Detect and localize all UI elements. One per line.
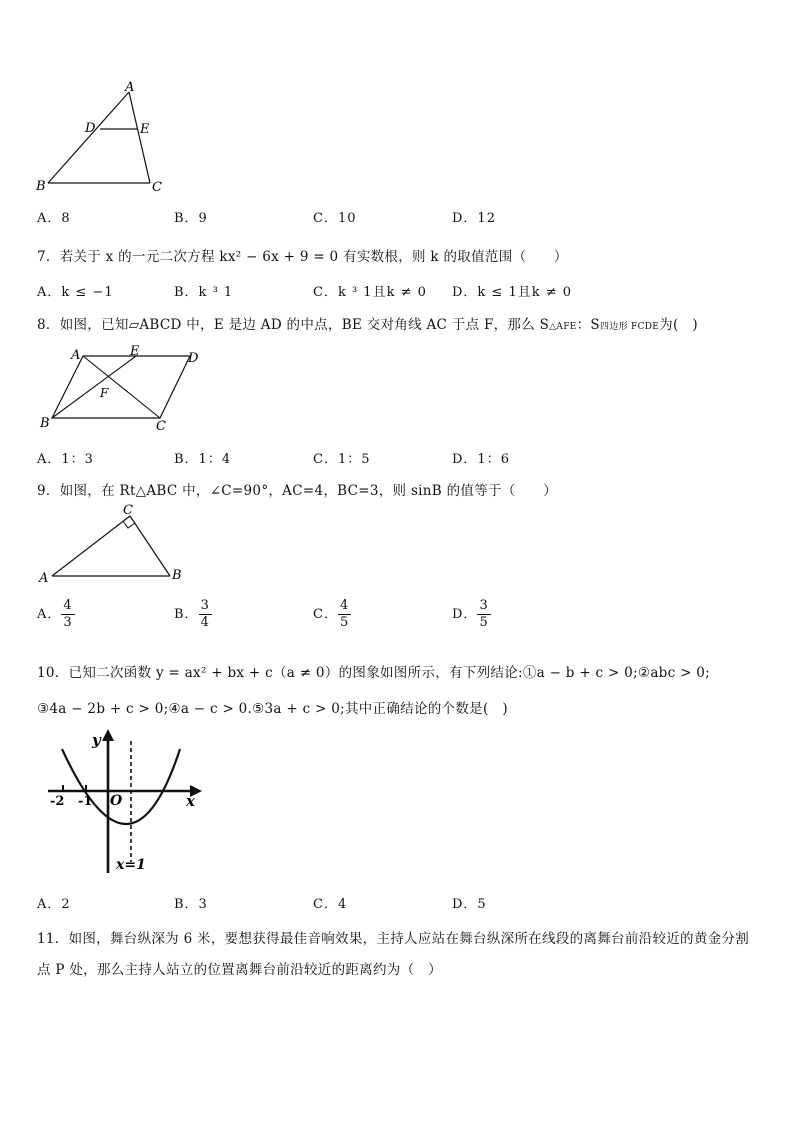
point-d-label: D — [188, 351, 199, 366]
numerator: 3 — [200, 598, 210, 613]
q9-option-d-fraction — [477, 598, 490, 631]
q9-option-b-fraction — [199, 598, 212, 631]
point-c-label: C — [152, 180, 162, 195]
point-c-label: C — [156, 419, 166, 434]
point-e-label: E — [140, 122, 150, 137]
edge-ac — [129, 92, 150, 183]
q8-option-a[interactable]: A．1：3 — [37, 452, 94, 467]
q9-right-triangle-figure — [30, 502, 190, 587]
q7-stem: 7．若关于 x 的一元二次方程 kx² − 6x + 9 = 0 有实数根，则 k 的取值范围（ ） — [37, 249, 568, 265]
edge-ab — [48, 92, 129, 183]
q10-stem-line1: 10．已知二次函数 y = ax² + bx + c（a ≠ 0）的图象如图所示，有下列结论:①a − b + c > 0;②abc > 0; — [37, 665, 711, 681]
q9-option-d-label: D． — [452, 607, 478, 622]
numerator: 4 — [339, 598, 350, 613]
point-a-label: A — [125, 80, 135, 95]
point-a-label: A — [39, 571, 49, 586]
point-b-label: B — [36, 179, 46, 194]
q7-option-a[interactable]: A．k ≤ −1 — [37, 285, 114, 300]
q9-option-b[interactable] — [174, 598, 212, 631]
q9-option-a-label: A． — [37, 607, 62, 622]
q9-option-c[interactable] — [313, 598, 351, 631]
point-b-label: B — [40, 416, 50, 431]
q8-parallelogram-figure — [30, 342, 210, 437]
point-e-label: E — [130, 344, 140, 359]
tick-label-minus-2: -2 — [50, 794, 65, 809]
q9-option-b-label: B． — [174, 607, 199, 622]
q9-stem: 9．如图，在 Rt△ABC 中，∠C=90°，AC=4，BC=3，则 sinB 的值等于（ ） — [37, 483, 557, 499]
q6-triangle-figure — [30, 78, 180, 198]
tick-label-minus-1: -1 — [78, 794, 93, 809]
q8-sub-afe: △AFE — [549, 322, 577, 332]
q9-option-c-label: C． — [313, 607, 338, 622]
q8-stem-text: 8．如图，已知▱ABCD 中，E 是边 AD 的中点，BE 交对角线 AC 于点 F，那么 S — [37, 317, 550, 333]
q6-option-d[interactable]: D．12 — [452, 211, 496, 226]
q6-option-c[interactable]: C．10 — [313, 211, 357, 226]
q9-option-a-fraction — [61, 598, 74, 631]
right-angle-mark — [123, 521, 135, 528]
q10-parabola-figure — [40, 727, 210, 877]
q11-stem-line1: 11．如图，舞台纵深为 6 米，要想获得最佳音响效果，主持人应站在舞台纵深所在线段的离舞台前沿较近的黄金分割 — [37, 931, 750, 947]
y-axis-arrow — [102, 729, 114, 741]
q7-option-d[interactable]: D．k ≤ 1且k ≠ 0 — [452, 285, 573, 300]
q8-stem-tail: 为( ) — [659, 317, 698, 333]
q11-stem-line2: 点 P 处，那么主持人站立的位置离舞台前沿较近的距离约为（ ） — [37, 962, 442, 978]
q10-option-a[interactable]: A．2 — [37, 897, 71, 912]
parabola-curve — [62, 749, 180, 824]
q10-stem-line2: ③4a − 2b + c > 0;④a − c > 0.⑤3a + c > 0;其中正确结论的个数是( ) — [37, 701, 508, 717]
y-axis-label: y — [92, 731, 101, 749]
q8-option-d[interactable]: D．1：6 — [452, 452, 510, 467]
point-f-label: F — [100, 386, 109, 400]
point-c-label: C — [123, 503, 133, 518]
q10-option-b[interactable]: B．3 — [174, 897, 208, 912]
q8-stem — [37, 313, 698, 333]
q8-option-c[interactable]: C．1：5 — [313, 452, 371, 467]
denominator: 5 — [339, 615, 350, 630]
numerator: 4 — [63, 598, 73, 613]
point-a-label: A — [71, 348, 81, 363]
q8-sub-fcde: 四边形 FCDE — [599, 322, 660, 332]
denominator: 4 — [200, 615, 210, 630]
q10-option-c[interactable]: C．4 — [313, 897, 348, 912]
q9-option-a[interactable] — [37, 598, 75, 631]
q6-option-a[interactable]: A．8 — [37, 211, 71, 226]
denominator: 3 — [63, 615, 73, 630]
origin-label: O — [110, 793, 123, 809]
q10-option-d[interactable]: D．5 — [452, 897, 487, 912]
symmetry-axis-label: x=1 — [116, 857, 146, 873]
q9-option-d[interactable] — [452, 598, 491, 631]
edge-ac — [52, 516, 130, 576]
point-d-label: D — [85, 121, 96, 136]
q9-option-c-fraction — [338, 598, 351, 631]
q8-stem-mid: ：S — [576, 317, 600, 333]
q8-option-b[interactable]: B．1：4 — [174, 452, 232, 467]
q6-option-b[interactable]: B．9 — [174, 211, 208, 226]
q7-option-c[interactable]: C．k ³ 1且k ≠ 0 — [313, 285, 427, 300]
denominator: 5 — [479, 615, 489, 630]
numerator: 3 — [479, 598, 489, 613]
edge-cb — [130, 516, 170, 576]
point-b-label: B — [172, 568, 182, 583]
q7-option-b[interactable]: B．k ³ 1 — [174, 285, 234, 300]
x-axis-label: x — [186, 792, 195, 810]
